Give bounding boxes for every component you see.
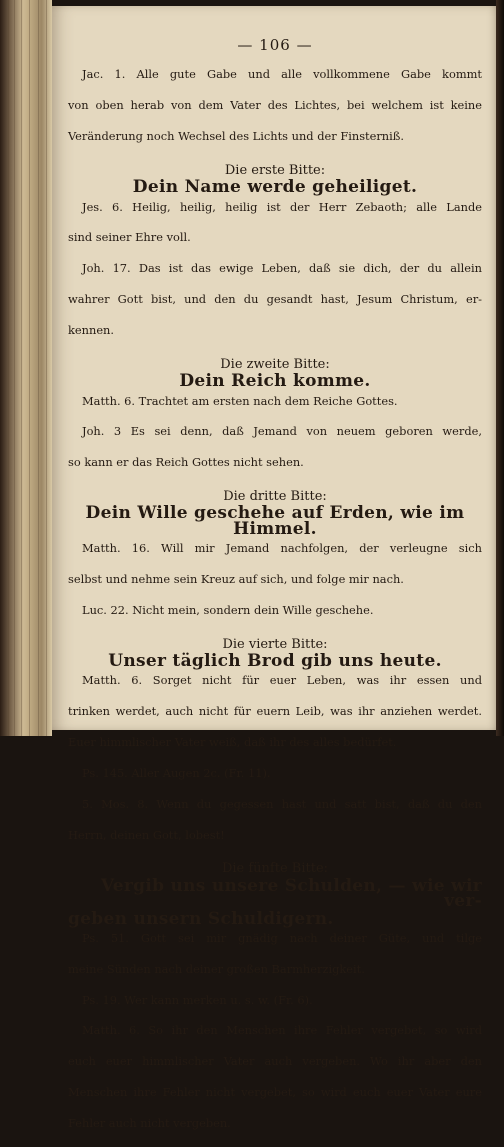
petition-title: Die zweite Bitte: bbox=[220, 356, 330, 372]
verse-line: sind seiner Ehre voll. bbox=[68, 230, 191, 245]
verse-line: Luc. 22. Nicht mein, sondern dein Wille geschehe. bbox=[82, 602, 374, 617]
verse-line: Jes. 6. Heilig, heilig, heilig ist der Herr Zebaoth; alle Lande bbox=[82, 199, 482, 214]
verse-line: meine Sünden nach deiner großen Barmherzigkeit. bbox=[68, 961, 365, 976]
verse-line: Matth. 16. Will mir Jemand nachfolgen, der verleugne sich bbox=[82, 541, 482, 556]
verse-line: von oben herab von dem Vater des Lichtes, bei welchem ist keine bbox=[68, 98, 482, 113]
petition-heading: Dein Name werde geheiliget. bbox=[132, 177, 418, 198]
petition-title: Die dritte Bitte: bbox=[223, 488, 327, 504]
page-edge-shadow bbox=[496, 0, 504, 736]
verse-line: Ps. 51. Gott sei mir gnädig nach deiner Güte, und tilge bbox=[82, 930, 482, 945]
verse-line: euch euer himmlischer Vater auch vergeben. Wo ihr aber den bbox=[68, 1054, 482, 1069]
page-content bbox=[68, 38, 482, 1147]
verse-line: 5. Mos. 8. Wenn du gegessen hast und satt bist, daß du den bbox=[82, 796, 482, 811]
verse-line: Fehler auch nicht vergeben. bbox=[68, 1115, 231, 1130]
petition-heading: Unser täglich Brod gib uns heute. bbox=[108, 651, 442, 672]
petition-title: Die fünfte Bitte: bbox=[221, 861, 329, 877]
verse-line: Matth. 6. Trachtet am ersten nach dem Reiche Gottes. bbox=[82, 393, 398, 408]
petition-title: Die vierte Bitte: bbox=[222, 636, 328, 652]
verse-line: Euer himmlischer Vater weiß, daß ihr des alles bedürfet. bbox=[68, 735, 397, 750]
petitions-list bbox=[68, 163, 482, 1147]
verse-line: Jac. 1. Alle gute Gabe und alle vollkommene Gabe kommt bbox=[82, 67, 482, 82]
verse-line: wahrer Gott bist, und den du gesandt hast, Jesum Christum, er- bbox=[68, 292, 482, 307]
verse-line: kennen. bbox=[68, 322, 115, 337]
verse-line: selbst und nehme sein Kreuz auf sich, und folge mir nach. bbox=[68, 572, 404, 586]
petition-heading-continued: geben unsern Schuldigern. bbox=[68, 908, 334, 929]
verse-line: trinken werdet, auch nicht für euern Leib, was ihr anziehen werdet. bbox=[68, 704, 482, 719]
verse-line: Joh. 3 Es sei denn, daß Jemand von neuem geboren werde, bbox=[82, 424, 482, 439]
page-number: — 106 — bbox=[237, 36, 313, 54]
verse-line: Menschen ihre Fehler nicht vergebet, so wird euch euer Vater eure bbox=[68, 1085, 482, 1099]
petition-heading: Vergib uns unsere Schulden, — wie wir ver- bbox=[100, 875, 482, 912]
verse-line: Herrn, deinen Gott, lobest! bbox=[68, 827, 225, 842]
verse-line: Matth. 6. So ihr den Menschen ihre Fehler vergebet, so wird bbox=[82, 1023, 482, 1038]
petition-title: Die erste Bitte: bbox=[224, 162, 326, 178]
petition-heading: Dein Reich komme. bbox=[179, 371, 371, 392]
book-spine bbox=[0, 0, 52, 736]
verse-line: Veränderung noch Wechsel des Lichts und der Finsterniß. bbox=[68, 129, 405, 144]
verse-line: Ps. 19. Wer kann merken u. s. w. (Fr. 6). bbox=[82, 992, 313, 1007]
intro-verse bbox=[68, 67, 482, 159]
verse-line: Matth. 6. Sorget nicht für euer Leben, was ihr essen und bbox=[82, 673, 482, 688]
petition-heading: Dein Wille geschehe auf Erden, wie im Himmel. bbox=[85, 503, 465, 539]
verse-line: Joh. 17. Das ist das ewige Leben, daß sie dich, der du allein bbox=[82, 261, 482, 276]
verse-line: Ps. 145. Aller Augen 2c. (Fr. 11). bbox=[82, 765, 271, 780]
verse-line: so kann er das Reich Gottes nicht sehen. bbox=[68, 455, 304, 470]
